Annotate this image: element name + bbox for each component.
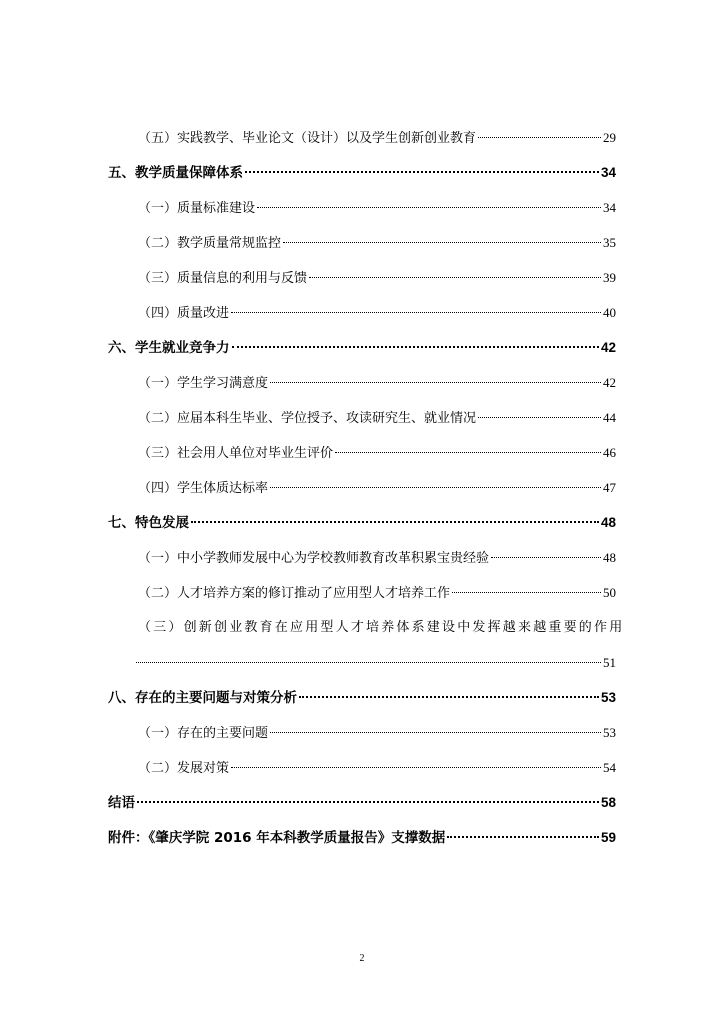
toc-chapter-label: 八、存在的主要问题与对策分析 xyxy=(108,690,297,706)
toc-entry-page: 50 xyxy=(603,585,616,600)
toc-chapter-page: 42 xyxy=(600,340,616,355)
toc-leader xyxy=(447,836,599,838)
toc-chapter-page: 53 xyxy=(600,690,616,705)
toc-leader xyxy=(491,557,601,558)
toc-leader xyxy=(335,452,601,453)
toc-chapter[interactable] xyxy=(108,155,616,190)
toc-leader xyxy=(270,487,601,488)
toc-chapter-label: 五、教学质量保障体系 xyxy=(108,165,243,181)
toc-entry-label: （五）实践教学、毕业论文（设计）以及学生创新创业教育 xyxy=(138,131,477,146)
toc-entry-label: （三）质量信息的利用与反馈 xyxy=(138,271,308,286)
toc-entry-page: 29 xyxy=(603,130,616,145)
toc-entry-label: （二）发展对策 xyxy=(138,761,230,776)
toc-entry[interactable] xyxy=(108,715,616,750)
toc-leader xyxy=(452,592,601,593)
toc-entry-page: 46 xyxy=(603,445,616,460)
toc-entry-label: （一）存在的主要问题 xyxy=(138,726,269,741)
toc-entry-page: 35 xyxy=(603,235,616,250)
toc-entry[interactable] xyxy=(108,260,616,295)
toc-entry[interactable] xyxy=(108,365,616,400)
toc-entry-label: （四）学生体质达标率 xyxy=(138,481,269,496)
toc-leader xyxy=(270,382,601,383)
toc-chapter-page: 58 xyxy=(600,795,616,810)
toc-leader xyxy=(232,346,599,348)
toc-entry-page: 48 xyxy=(603,550,616,565)
toc-leader xyxy=(136,662,601,663)
toc-entry-wrapped[interactable] xyxy=(108,610,625,645)
toc-chapter[interactable] xyxy=(108,820,616,855)
toc-entry-page: 44 xyxy=(603,410,616,425)
toc-entry-label: （二）应届本科生毕业、学位授予、攻读研究生、就业情况 xyxy=(138,411,477,426)
toc-entry-page: 51 xyxy=(603,655,616,670)
toc-entry-label: （三）社会用人单位对毕业生评价 xyxy=(138,446,334,461)
toc-entry-label: （三）创新创业教育在应用型人才培养体系建设中发挥越来越重要的作用 xyxy=(138,620,625,635)
toc-chapter-label: 结语 xyxy=(108,795,135,811)
toc-leader xyxy=(283,242,601,243)
toc-chapter-label: 六、学生就业竞争力 xyxy=(108,340,230,356)
toc-entry[interactable] xyxy=(108,400,616,435)
toc-entry-label: （二）人才培养方案的修订推动了应用型人才培养工作 xyxy=(138,586,451,601)
toc-entry[interactable] xyxy=(108,470,616,505)
toc-leader xyxy=(257,207,601,208)
page-number: 2 xyxy=(359,953,365,964)
toc-entry-wrapped-continuation[interactable] xyxy=(136,645,616,680)
toc-entry-label: （四）质量改进 xyxy=(138,306,230,321)
toc-entry-page: 53 xyxy=(603,725,616,740)
toc-entry-page: 39 xyxy=(603,270,616,285)
toc-entry[interactable] xyxy=(108,750,616,785)
toc-leader xyxy=(478,137,601,138)
toc-entry-page: 42 xyxy=(603,375,616,390)
toc-chapter-label: 七、特色发展 xyxy=(108,515,189,531)
toc-entry-label: （一）学生学习满意度 xyxy=(138,376,269,391)
toc-entry[interactable] xyxy=(108,190,616,225)
toc-entry-label: （一）质量标准建设 xyxy=(138,201,256,216)
toc-chapter-page: 59 xyxy=(600,830,616,845)
toc-leader xyxy=(231,767,601,768)
toc-chapter-page: 34 xyxy=(600,165,616,180)
toc-chapter[interactable] xyxy=(108,680,616,715)
toc-leader xyxy=(231,312,601,313)
toc-leader xyxy=(309,277,601,278)
toc-entry[interactable] xyxy=(108,225,616,260)
toc-entry[interactable] xyxy=(108,435,616,470)
toc-leader xyxy=(270,732,601,733)
toc-entry-page: 34 xyxy=(603,200,616,215)
toc-entry-label: （二）教学质量常规监控 xyxy=(138,236,282,251)
toc-leader xyxy=(299,696,599,698)
toc-chapter-label: 附件：《肇庆学院 2016 年本科教学质量报告》支撑数据 xyxy=(108,830,446,846)
toc-entry-page: 47 xyxy=(603,480,616,495)
toc-chapter-page: 48 xyxy=(600,515,616,530)
toc-entry[interactable] xyxy=(108,295,616,330)
toc-entry-label: （一）中小学教师发展中心为学校教师教育改革积累宝贵经验 xyxy=(138,551,490,566)
toc-leader xyxy=(137,801,599,803)
toc-leader xyxy=(478,417,601,418)
toc-chapter[interactable] xyxy=(108,505,616,540)
toc-chapter[interactable] xyxy=(108,785,616,820)
toc-leader xyxy=(191,521,599,523)
table-of-contents xyxy=(108,120,625,855)
toc-leader xyxy=(245,171,599,173)
toc-entry[interactable] xyxy=(108,540,616,575)
toc-entry[interactable] xyxy=(108,120,616,155)
toc-entry[interactable] xyxy=(108,575,616,610)
toc-chapter[interactable] xyxy=(108,330,616,365)
toc-entry-page: 40 xyxy=(603,305,616,320)
toc-entry-page: 54 xyxy=(603,760,616,775)
